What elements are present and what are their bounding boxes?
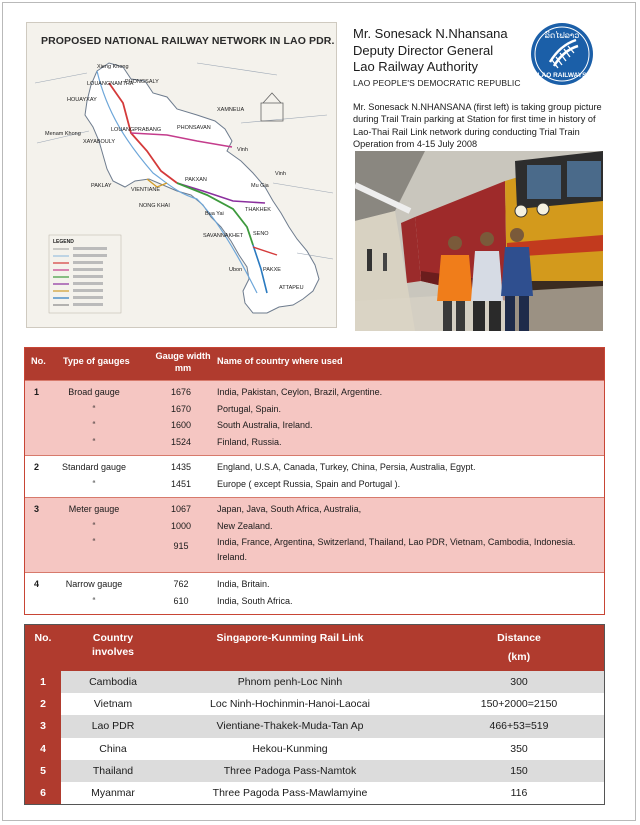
sk-country: Lao PDR xyxy=(91,720,135,733)
gauge-width: 1067 xyxy=(170,504,192,514)
map-place-label: PHONGSALY xyxy=(125,79,159,85)
gauge-width: 1670 xyxy=(170,403,192,414)
gauge-group xyxy=(25,380,604,455)
map-place-label: LOUANGPRABANG xyxy=(111,127,162,133)
gauge-number: 4 xyxy=(34,579,40,589)
map-place-label: SAVANNAKHET xyxy=(203,233,244,239)
sk-row-number: 2 xyxy=(40,698,46,711)
gauge-group xyxy=(25,572,604,614)
sk-row-number: 1 xyxy=(40,676,46,688)
gauge-row xyxy=(25,418,604,435)
sk-rail-link: Three Pagoda Pass-Mawlamyine xyxy=(212,786,368,799)
map-place-label: ATTAPEU xyxy=(279,285,304,291)
map-place-label: PAKLAY xyxy=(91,183,112,189)
gauge-row xyxy=(25,402,604,419)
map-place-label: SENO xyxy=(253,231,269,237)
sk-country: Cambodia xyxy=(89,676,137,688)
sk-row-number: 3 xyxy=(40,720,46,733)
map-emblem xyxy=(261,93,283,121)
gauge-row xyxy=(25,519,604,536)
map-legend xyxy=(49,235,121,313)
map-place-label: XAYABOULY xyxy=(83,139,116,145)
gauge-group xyxy=(25,497,604,572)
sk-country: Myanmar xyxy=(91,786,135,799)
map-place-label: PHONSAVAN xyxy=(177,125,211,131)
gauge-countries: South Australia, Ireland. xyxy=(217,420,313,430)
gauge-type: Broad gauge xyxy=(68,387,120,397)
gauge-width: 915 xyxy=(173,541,189,551)
person-title: Deputy Director General xyxy=(353,42,494,58)
map-title: PROPOSED NATIONAL RAILWAY NETWORK IN LAO PDR. xyxy=(41,35,335,47)
map-place-label: HOUAYXAY xyxy=(67,97,97,103)
gauge-type: “ xyxy=(92,520,96,531)
sk-table-row xyxy=(25,671,604,693)
gauge-countries: India, South Africa. xyxy=(217,595,293,606)
gauge-width: 1451 xyxy=(170,478,192,489)
map-place-label: Menam Khong xyxy=(45,131,81,137)
header-country: Name of country where used xyxy=(217,356,343,366)
gauge-row xyxy=(25,502,604,519)
sk-distance: 150 xyxy=(510,764,528,777)
gauge-type: “ xyxy=(92,537,96,547)
header-type: Type of gauges xyxy=(63,356,130,366)
sk-row-number: 4 xyxy=(40,742,46,755)
gauge-type: “ xyxy=(92,420,96,430)
sk-header-country-2: involves xyxy=(91,646,135,658)
gauge-number: 3 xyxy=(34,504,40,514)
gauge-table-header xyxy=(25,348,604,380)
map-place-label: Mu Gia xyxy=(251,183,269,189)
person-organization: Lao Railway Authority xyxy=(353,59,479,74)
sk-distance: 116 xyxy=(510,786,528,799)
gauge-width: 1600 xyxy=(170,420,192,430)
sk-table-row xyxy=(25,760,604,782)
gauge-countries: Ireland. xyxy=(217,552,248,562)
gauge-row xyxy=(25,535,604,568)
sk-distance: 350 xyxy=(510,742,528,755)
gauge-type: Narrow gauge xyxy=(65,579,123,589)
gauge-row xyxy=(25,385,604,402)
gauge-number: 2 xyxy=(34,462,40,472)
gauge-type: Meter gauge xyxy=(68,504,120,514)
gauge-countries: New Zealand. xyxy=(217,520,273,531)
laos-map-graphic xyxy=(27,23,337,328)
sk-header-country: Country xyxy=(92,632,134,644)
gauge-countries: Japan, Java, South Africa, Australia, xyxy=(217,504,362,514)
gauge-countries: Portugal, Spain. xyxy=(217,403,282,414)
map-legend-title: LEGEND xyxy=(53,239,74,245)
map-place-label: Bua Yai xyxy=(205,211,224,217)
gauge-width: 1676 xyxy=(170,387,192,397)
sk-distance: 466+53=519 xyxy=(489,720,549,733)
gauge-row xyxy=(25,477,604,494)
gauge-countries: Europe ( except Russia, Spain and Portugal ). xyxy=(217,478,401,489)
sk-table-row xyxy=(25,782,604,804)
gauge-type: “ xyxy=(92,478,96,489)
person-block xyxy=(353,26,533,88)
gauge-group xyxy=(25,455,604,497)
gauge-countries: India, Pakistan, Ceylon, Brazil, Argentine. xyxy=(217,387,383,397)
gauge-width: 1435 xyxy=(170,462,192,472)
gauge-row xyxy=(25,577,604,594)
gauge-countries: England, U.S.A, Canada, Turkey, China, Persia, Australia, Egypt. xyxy=(217,462,476,472)
country-name: LAO PEOPLE'S DEMOCRATIC REPUBLIC xyxy=(353,77,521,88)
map-place-label: Ubon xyxy=(229,267,243,273)
logo-lao-script: ລົດໄຟລາວ xyxy=(544,31,580,40)
gauge-row xyxy=(25,460,604,477)
sk-header-distance-unit: (km) xyxy=(507,651,531,663)
gauge-width: 762 xyxy=(173,579,189,589)
map-place-label: XAMNEUA xyxy=(217,107,245,113)
person-name: Mr. Sonesack N.Nhansana xyxy=(353,26,508,41)
sk-country: Vietnam xyxy=(93,698,133,711)
sk-country: Thailand xyxy=(92,764,134,777)
gauge-type: “ xyxy=(92,436,96,447)
map-place-label: PAKXAN xyxy=(185,177,207,183)
sk-table-row xyxy=(25,738,604,760)
gauge-number: 1 xyxy=(34,387,40,397)
gauge-type: “ xyxy=(92,595,96,606)
sk-table-row xyxy=(25,715,604,737)
gauge-countries: Finland, Russia. xyxy=(217,436,282,447)
sk-table-header xyxy=(25,625,604,671)
sk-row-number: 6 xyxy=(40,786,46,799)
sk-row-number: 5 xyxy=(40,764,46,777)
gauge-countries: India, Britain. xyxy=(217,579,270,589)
gauge-row xyxy=(25,435,604,452)
map-place-label: Vinh xyxy=(237,147,248,153)
map-place-label: NONG KHAI xyxy=(139,203,170,209)
map-place-label: Vinh xyxy=(275,171,286,177)
sk-rail-link: Hekou-Kunming xyxy=(252,742,328,755)
gauge-type: Standard gauge xyxy=(61,462,127,472)
gauge-type: “ xyxy=(92,403,96,414)
sk-rail-link: Vientiane-Thakek-Muda-Tan Ap xyxy=(216,720,364,733)
gauge-countries: India, France, Argentina, Switzerland, Thailand, Lao PDR, Vietnam, Cambodia, Indonesia. xyxy=(217,537,576,547)
sk-header-link: Singapore-Kunming Rail Link xyxy=(216,632,364,644)
sk-distance: 150+2000=2150 xyxy=(480,698,558,711)
gauge-width: 610 xyxy=(173,595,189,606)
header-no: No. xyxy=(31,356,46,366)
gauge-table xyxy=(24,347,605,615)
map-place-label: PAKXE xyxy=(263,267,281,273)
sk-rail-link: Three Padoga Pass-Namtok xyxy=(223,764,357,777)
map-place-label: VIENTIANE xyxy=(131,187,161,193)
gauge-width: 1524 xyxy=(170,436,192,447)
logo-text: LAO RAILWAYS xyxy=(537,72,587,79)
header-width-unit: mm xyxy=(174,363,192,373)
sk-distance: 300 xyxy=(510,676,528,688)
gauge-width: 1000 xyxy=(170,520,192,531)
sk-table-row xyxy=(25,693,604,715)
sk-header-no: No. xyxy=(34,632,52,644)
singapore-kunming-table xyxy=(24,624,605,805)
map-place-label: Xieng Khong xyxy=(97,64,129,70)
railway-map xyxy=(26,22,337,328)
map-place-label: THAKHEK xyxy=(245,207,271,213)
lao-railways-logo xyxy=(530,22,594,86)
trial-train-photo xyxy=(355,151,603,331)
sk-rail-link: Loc Ninh-Hochinmin-Hanoi-Laocai xyxy=(210,698,370,711)
header-width: Gauge width xyxy=(155,351,211,361)
sk-header-distance: Distance xyxy=(497,632,541,644)
gauge-row xyxy=(25,594,604,611)
sk-country: China xyxy=(99,742,127,755)
map-place-label: LOUANGNAMTHA xyxy=(87,81,134,87)
sk-rail-link: Phnom penh-Loc Ninh xyxy=(237,676,343,688)
photo-caption: Mr. Sonesack N.NHANSANA (first left) is taking group picture during Trail Train parking at Station for first time in history of Lao-Thai Rail Link network during conducting Trial Train Operation from 4-15 July 2008 xyxy=(353,102,602,149)
